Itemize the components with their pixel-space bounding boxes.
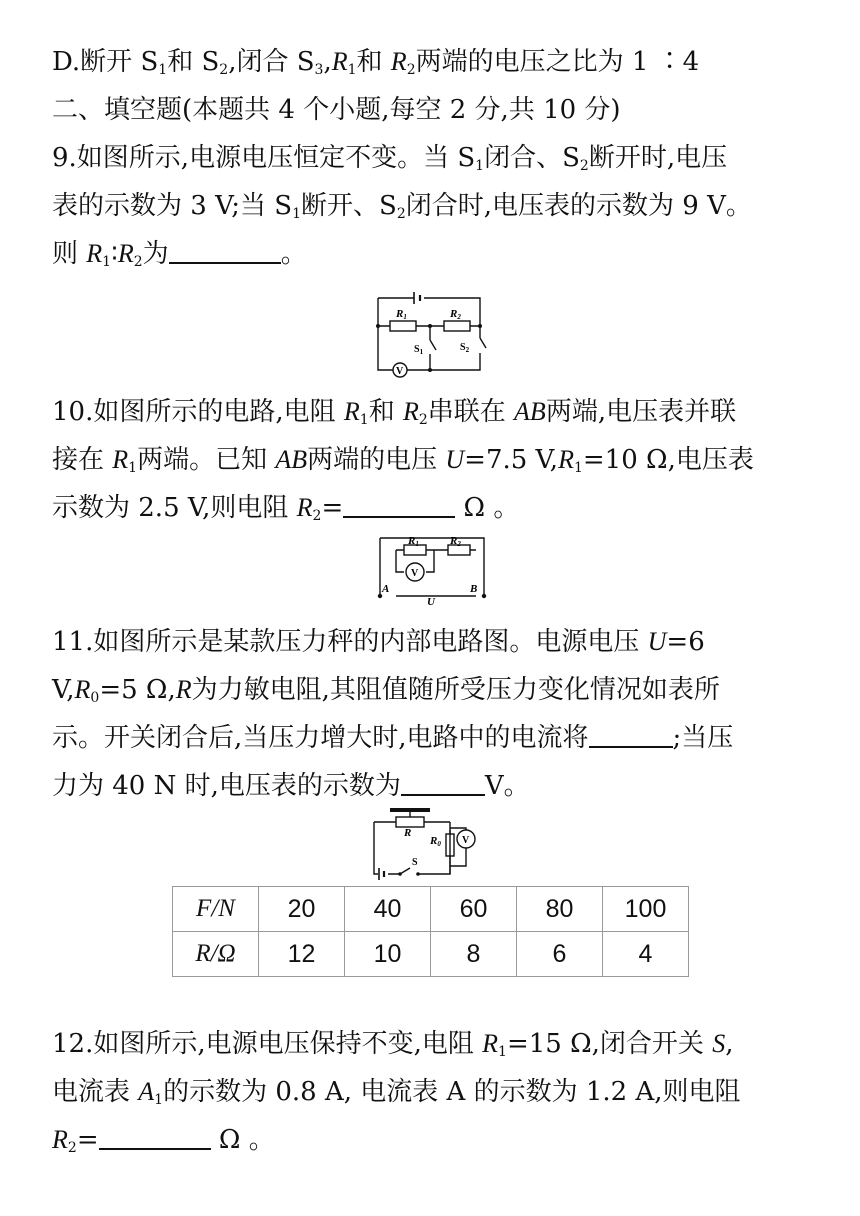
q9-line-2: 表的示数为 3 V;当 $S_1$断开、$S_2$闭合时,电压表的示数为 9 V。 [52, 191, 752, 222]
q10-line-2: 接在 $R_1$两端。已知 AB两端的电压 U=7.5 $V,R_1=10$ Ω,电压表 [52, 445, 754, 476]
q9-answer-blank[interactable] [169, 236, 281, 264]
q10-circuit-diagram [370, 534, 492, 608]
fig10-r2-label: R2 [450, 535, 461, 548]
q9-line-1: 9.如图所示,电源电压恒定不变。当 $S_1$闭合、$S_2$断开时,电压 [52, 143, 728, 174]
q9-line-3: 则 $R_1∶R_2$为 。 [52, 236, 307, 272]
table-row [173, 887, 689, 932]
table-cell: 12 [259, 932, 345, 977]
q10-line-1: 10.如图所示的电路,电阻 $R_1$和 $R_2$串联在 AB两端,电压表并联 [52, 397, 737, 428]
fig11-r-label: R [404, 827, 412, 839]
fig9-r2-label: R2 [450, 308, 461, 321]
fig10-a-label: A [382, 583, 390, 595]
fig9-s2-label: $S_2$ [460, 342, 470, 354]
fig10-b-label: B [470, 583, 478, 595]
table-cell: 60 [431, 887, 517, 932]
q12-line-2: 电流表 $A_1$的示数为 0.8 A, 电流表 A 的示数为 1.2 A,则电阻 [52, 1077, 741, 1108]
fig10-r1-label: R1 [408, 535, 419, 548]
section-heading: 二、填空题(本题共 4 个小题,每空 2 分,共 10 分) [52, 95, 621, 125]
table-cell: 10 [345, 932, 431, 977]
q11-line-1: 11.如图所示是某款压力秤的内部电路图。电源电压 U=6 [52, 627, 705, 657]
fig9-s1-label: $S_1$ [414, 344, 424, 356]
fig10-voltmeter-label: V [411, 568, 419, 579]
fig9-voltmeter-label: V [396, 366, 404, 377]
fig11-switch-label: S [412, 857, 418, 868]
force-resistance-table [172, 886, 689, 977]
table-row [173, 932, 689, 977]
table-cell: 40 [345, 887, 431, 932]
table-cell: 80 [517, 887, 603, 932]
q12-line-3: $R_2= \Omega$ 。 [52, 1122, 275, 1158]
fig10-u-label: U [427, 596, 435, 608]
table-cell: 100 [603, 887, 689, 932]
fig9-r1-label: R1 [396, 308, 407, 321]
option-d-text: D.断开 $S_1$和 $S_2$,闭合 $S_3,R_1$和 $R_2$两端的电压之比为 1 ∶4 [52, 47, 700, 78]
q11-answer-blank-2[interactable] [401, 768, 485, 796]
q12-answer-blank[interactable] [99, 1122, 211, 1150]
table-header-resistance: R/Ω [173, 932, 259, 977]
table-cell: 4 [603, 932, 689, 977]
q11-answer-blank-1[interactable] [589, 720, 673, 748]
fig11-r0-label: R0 [430, 835, 441, 848]
q11-line-3: 示。开关闭合后,当压力增大时,电路中的电流将 ;当压 [52, 720, 733, 756]
q10-answer-blank[interactable] [343, 490, 455, 518]
table-cell: 6 [517, 932, 603, 977]
q10-line-3: 示数为 2.5 V,则电阻 $R_2= \Omega$ 。 [52, 490, 519, 526]
table-cell: 20 [259, 887, 345, 932]
table-cell: 8 [431, 932, 517, 977]
q11-circuit-diagram [370, 804, 494, 882]
table-header-force: F/N [173, 887, 259, 932]
q11-line-2: $V,R_0=5$ Ω,R为力敏电阻,其阻值随所受压力变化情况如表所 [52, 675, 720, 706]
q9-circuit-diagram [370, 288, 490, 380]
q11-line-4: 力为 40 N 时,电压表的示数为 V。 [52, 768, 530, 804]
q12-line-1: 12.如图所示,电源电压保持不变,电阻 $R_1=15$ Ω,闭合开关 S, [52, 1029, 734, 1060]
fig11-voltmeter-label: V [462, 835, 470, 846]
